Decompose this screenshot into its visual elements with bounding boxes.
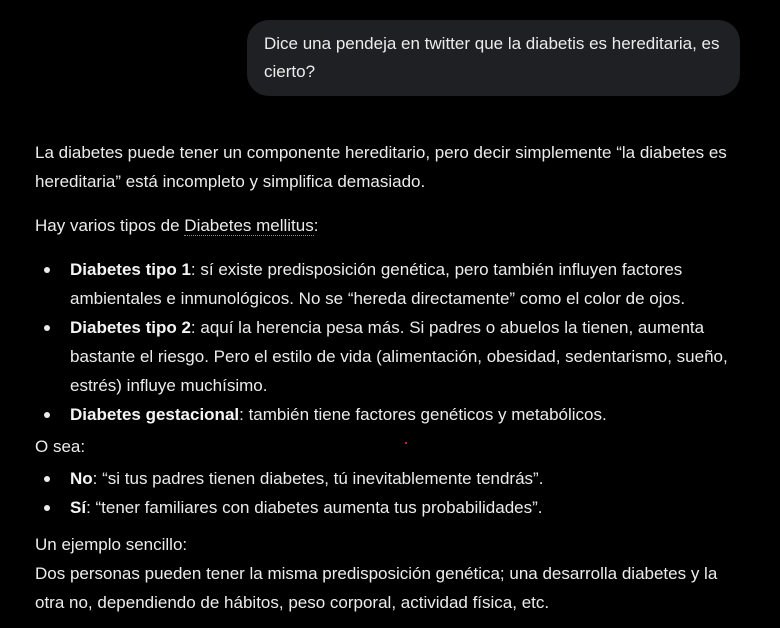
type-1-title: Diabetes tipo 1 [70, 260, 191, 279]
stray-pixel [405, 442, 407, 444]
type-2-title: Diabetes tipo 2 [70, 318, 191, 337]
types-intro-text: Hay varios tipos de [35, 216, 185, 235]
list-item-type-2 [35, 313, 747, 400]
response-paragraph-intro: La diabetes puede tener un componente hereditario, pero decir simplemente “la diabetes es hereditaria” está incompleto y simplifica demasiado. [35, 143, 727, 191]
example-label: Un ejemplo sencillo: [35, 535, 188, 554]
osea-label: O sea: [35, 437, 86, 456]
list-item-no [35, 464, 747, 493]
no-text: : “si tus padres tienen diabetes, tú inevitablemente tendrás”. [92, 469, 544, 488]
diabetes-mellitus-link[interactable]: Diabetes mellitus [184, 216, 314, 235]
list-item-gestational [35, 400, 747, 429]
example-text: Dos personas pueden tener la misma predisposición genética; una desarrolla diabetes y la otra no, dependiendo de hábitos, peso corporal, actividad física, etc. [35, 564, 718, 612]
diabetes-types-list [35, 255, 747, 429]
user-message-text: Dice una pendeja en twitter que la diabetis es hereditaria, es cierto? [264, 34, 720, 81]
user-message-bubble [247, 20, 740, 96]
assistant-response [35, 138, 747, 617]
type-2-text: : aquí la herencia pesa más. Si padres o abuelos la tienen, aumenta bastante el riesgo. Pero el estilo de vida (alimentación, obesidad, sedentarismo, sueño, estrés) influye muchísimo. [70, 318, 728, 395]
types-intro-colon: : [313, 216, 319, 235]
bullet-icon [44, 412, 50, 418]
response-paragraph-types-intro [35, 211, 747, 240]
osea-list [35, 464, 747, 522]
no-title: No [70, 469, 93, 488]
bullet-icon [44, 267, 50, 273]
type-1-text: : sí existe predisposición genética, pero también influyen factores ambientales e inmunológicos. No se “hereda directamente” como el color de ojos. [70, 260, 686, 308]
list-item-type-1 [35, 255, 747, 313]
bullet-icon [44, 505, 50, 511]
gestational-text: : también tiene factores genéticos y metabólicos. [239, 405, 607, 424]
bullet-icon [44, 325, 50, 331]
si-title: Sí [70, 498, 87, 517]
bullet-icon [44, 476, 50, 482]
list-item-si [35, 493, 747, 522]
si-text: : “tener familiares con diabetes aumenta tus probabilidades”. [86, 498, 543, 517]
gestational-title: Diabetes gestacional [70, 405, 240, 424]
